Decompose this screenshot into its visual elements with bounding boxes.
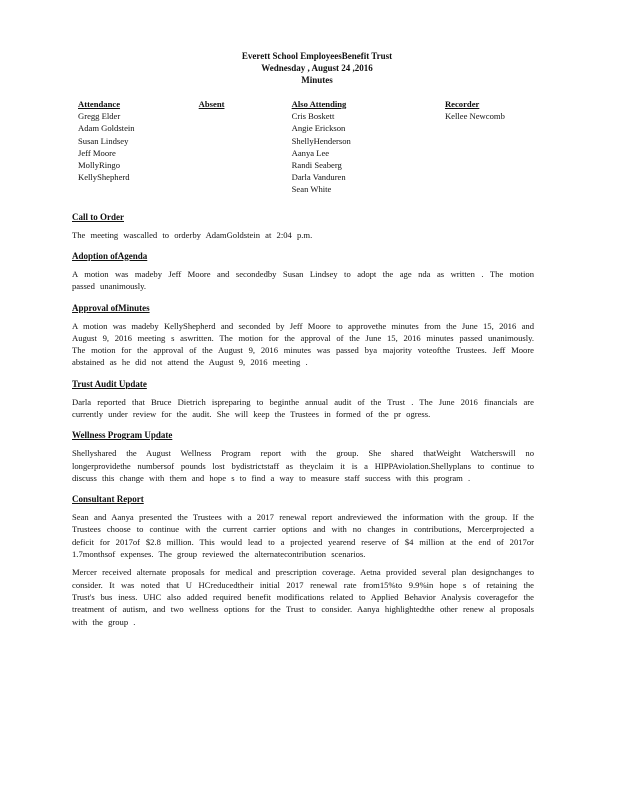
guest: Angie Erickson bbox=[291, 123, 346, 134]
section-text: Sean and Aanya presented the Trustees with a 2017 renewal report andreviewed the information with the group. If the Trustees choose to continue with the current carrier options and with no changes in contributions, Mercerprojected a deficit for 2017of $2.8 million. This would lead to a projected yearend reserve of $4 million at the end of 2017or 1.7monthsof expenses. The group reviewed the alternatecontribution scenarios. bbox=[72, 512, 534, 560]
organization-title: Everett School EmployeesBenefit Trust bbox=[241, 51, 393, 61]
guest: Darla Vanduren bbox=[291, 172, 346, 183]
absent-heading: Absent bbox=[198, 99, 225, 109]
absent-column bbox=[199, 98, 292, 196]
call-to-order-section bbox=[72, 212, 534, 241]
section-text: Darla reported that Bruce Dietrich ispreparing to beginthe annual audit of the Trust . The June 2016 financials are currently under review for the audit. She will keep the Trustees in formed of the pr ogress. bbox=[72, 396, 534, 419]
guest: Sean White bbox=[291, 184, 332, 195]
section-text: A motion was madeby Jeff Moore and secondedby Susan Lindsey to adopt the age nda as written . The motion passed unanimously. bbox=[72, 268, 534, 292]
attendee: Adam Goldstein bbox=[78, 123, 135, 134]
wellness-program-section bbox=[72, 430, 534, 484]
guest: ShellyHenderson bbox=[291, 135, 351, 146]
section-text: A motion was madeby KellyShepherd and seconded by Jeff Moore to approvethe minutes from the June 15, 2016 and August 9, 2016 meeting s aswritten. The motion for the approval of the June 15, 2016 minutes passed unanimously. The motion for the approval of the August 9, 2016 minutes was passed bya majority voteofthe Trustees. Jeff Moore abstained as he did not attend the August 9, 2016 meeting . bbox=[72, 320, 534, 368]
attendance-column bbox=[72, 98, 199, 196]
attendee: Jeff Moore bbox=[78, 147, 116, 158]
consultant-report-section bbox=[72, 494, 534, 628]
section-heading: Adoption ofAgenda bbox=[72, 250, 148, 261]
approval-of-minutes-section bbox=[72, 303, 534, 369]
attendee: KellyShepherd bbox=[78, 172, 130, 183]
section-heading: Trust Audit Update bbox=[72, 378, 147, 389]
section-text: Mercer received alternate proposals for medical and prescription coverage. Aetna provided several plan designchanges to consider. It was noted that U HCreducedtheir initial 2017 renewal rate from15%to 9.9%in hope s of retaining the Trust's bus iness. UHC also added required benefit modifications related to Applied Behavior Analysis coveragefor the treatment of autism, and two wellness options for the Trust to consider. Aanya highlightedthe other renew al proposals with the group . bbox=[72, 567, 534, 627]
trust-audit-section bbox=[72, 379, 534, 421]
document-title: Minutes bbox=[301, 75, 333, 85]
attendee: MollyRingo bbox=[78, 160, 121, 171]
guest: Randi Seaberg bbox=[291, 160, 342, 171]
section-heading: Call to Order bbox=[72, 211, 124, 222]
attendance-table bbox=[72, 98, 534, 196]
minutes-document bbox=[72, 50, 534, 634]
recorder-name: Kellee Newcomb bbox=[444, 111, 505, 122]
section-text: The meeting wascalled to orderby AdamGoldstein at 2:04 p.m. bbox=[72, 229, 313, 240]
document-header bbox=[100, 50, 534, 86]
meeting-date: Wednesday , August 24 ,2016 bbox=[261, 63, 373, 73]
guest: Aanya Lee bbox=[291, 147, 330, 158]
attendee: Susan Lindsey bbox=[78, 135, 129, 146]
attendee: Gregg Elder bbox=[78, 111, 121, 122]
also-attending-column bbox=[292, 98, 445, 196]
section-text: Shellyshared the August Wellness Program report with the group. She shared thatWeight Watcherswill no longerprovidethe numbersof pounds lost bydistrictstaff as theyclaim it is a HIPPAviolation.Shellyplans to continue to discuss this change with them and hope s to find a way to measure staff success with this program . bbox=[72, 448, 534, 483]
section-heading: Consultant Report bbox=[72, 494, 144, 505]
section-heading: Wellness Program Update bbox=[72, 430, 173, 441]
also-attending-heading: Also Attending bbox=[291, 99, 347, 109]
recorder-column bbox=[445, 98, 534, 196]
recorder-heading: Recorder bbox=[444, 99, 480, 109]
section-heading: Approval ofMinutes bbox=[72, 302, 150, 313]
attendance-heading: Attendance bbox=[78, 99, 121, 109]
adoption-of-agenda-section bbox=[72, 251, 534, 293]
guest: Cris Boskett bbox=[291, 111, 335, 122]
